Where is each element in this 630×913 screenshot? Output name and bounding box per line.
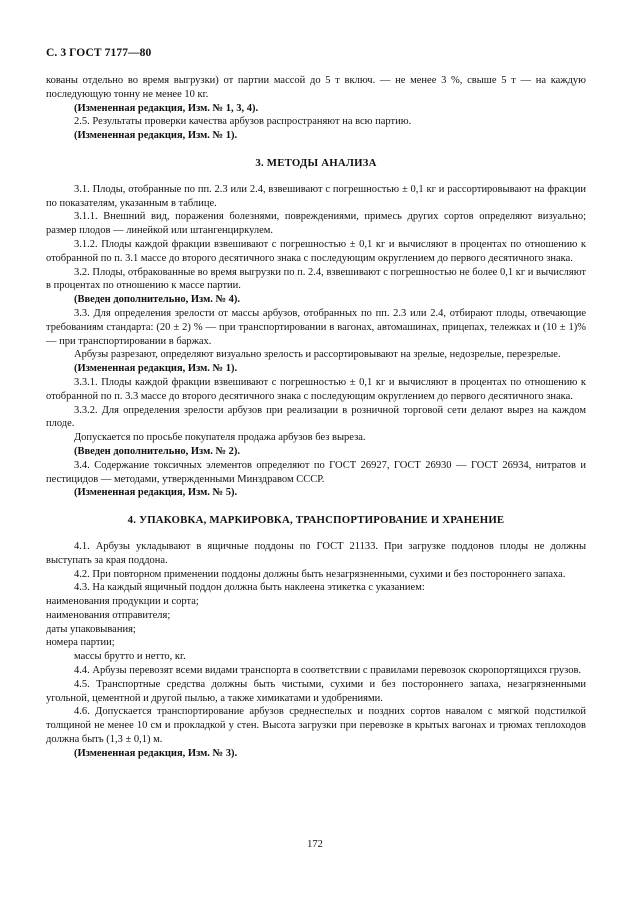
clause-4-4: 4.4. Арбузы перевозят всеми видами транспорта в соответствии с правилами перевозок скоропортящихся грузов. <box>74 665 582 677</box>
clause-3-3-1: 3.3.1. Плоды каждой фракции взвешивают с погрешностью ± 0,1 кг и вычисляют в процентах по отношению к отобранной по п. 3.3 массе до второго десятичного знака с последующим округлением до первого десятичного знака. <box>46 376 586 402</box>
clause-4-6: 4.6. Допускается транспортирование арбузов среднеспелых и поздних сортов навалом с мягкой подстилкой толщиной не менее 10 см и прокладкой у стен. Высота загрузки при перевозке в крытых вагонах и трюмах теплоходов должна быть (1,3 ± 0,1) м. <box>46 706 586 746</box>
clause-3-4: 3.4. Содержание токсичных элементов определяют по ГОСТ 26927, ГОСТ 26930 — ГОСТ 26934, нитратов и пестицидов — методами, утвержденными Минздравом СССР. <box>46 459 586 485</box>
clause-3-2: 3.2. Плоды, отбракованные во время выгрузки по п. 2.4, взвешивают с погрешностью не более 0,1 кг и вычисляют в процентах по отношению к массе партии. <box>46 266 586 292</box>
amendment-note: (Измененная редакция, Изм. № 1, 3, 4). <box>74 102 259 114</box>
clause-3-1-1: 3.1.1. Внешний вид, поражения болезнями, повреждениями, примесь других сортов определяют визуально; размер плодов — линейкой или штангенциркулем. <box>46 211 586 237</box>
amendment-note: (Измененная редакция, Изм. № 1). <box>74 363 238 375</box>
clause-4-1: 4.1. Арбузы укладывают в ящичные поддоны по ГОСТ 21133. При загрузке поддонов плоды не должны выступать за края поддона. <box>46 540 586 566</box>
amendment-note: (Измененная редакция, Изм. № 1). <box>74 130 238 142</box>
clause-3-3-2-cont: Допускается по просьбе покупателя продажа арбузов без выреза. <box>74 432 366 444</box>
list-item: массы брутто и нетто, кг. <box>74 651 186 663</box>
list-item: наименования продукции и сорта; <box>46 596 199 608</box>
clause-4-2: 4.2. При повторном применении поддоны должны быть незагрязненными, сухими и без постороннего запаха. <box>74 568 566 580</box>
clause-4-3: 4.3. На каждый ящичный поддон должна быть наклеена этикетка с указанием: <box>74 582 425 594</box>
amendment-note: (Измененная редакция, Изм. № 5). <box>74 487 238 499</box>
document-body <box>46 74 586 761</box>
section-3-title: 3. МЕТОДЫ АНАЛИЗА <box>255 156 377 169</box>
amendment-note: (Измененная редакция, Изм. № 3). <box>74 747 238 759</box>
clause-3-3-2: 3.3.2. Для определения зрелости арбузов при реализации в розничной торговой сети делают вырез на каждом плоде. <box>46 404 586 430</box>
section-4-title: 4. УПАКОВКА, МАРКИРОВКА, ТРАНСПОРТИРОВАНИЕ И ХРАНЕНИЕ <box>127 514 505 527</box>
clause-2-5: 2.5. Результаты проверки качества арбузов распространяют на всю партию. <box>74 116 412 128</box>
list-item: даты упаковывания; <box>46 623 136 635</box>
list-item: номера партии; <box>46 637 115 649</box>
page-number: 172 <box>307 839 323 850</box>
clause-3-3: 3.3. Для определения зрелости от массы арбузов, отобранных по пп. 2.3 или 2.4, отбирают плоды, отвечающие требованиям стандарта: (20 ± 2) % — при транспортировании в вагонах, автомашинах, прицепах, тележках и (10 ± 1)% — при транспортировании в баржах. <box>46 307 586 347</box>
clause-3-1: 3.1. Плоды, отобранные по пп. 2.3 или 2.4, взвешивают с погрешностью ± 0,1 кг и рассортировывают на фракции по показателям, указанным в таблице. <box>46 183 586 209</box>
continuation-paragraph: кованы отдельно во время выгрузки) от партии массой до 5 т включ. — не менее 3 %, свыше 5 т — на каждую последующую тонну не менее 10 кг. <box>46 75 586 100</box>
clause-3-1-2: 3.1.2. Плоды каждой фракции взвешивают с погрешностью ± 0,1 кг и вычисляют в процентах по отношению к отобранной по п. 3.1 массе до второго десятичного знака с последующим округлением до первого десятичного знака. <box>46 238 586 264</box>
list-item: наименования отправителя; <box>46 609 171 621</box>
clause-4-5: 4.5. Транспортные средства должны быть чистыми, сухими и без постороннего запаха, незагрязненными угольной, цементной и другой пылью, а также химикатами и удобрениями. <box>46 678 586 704</box>
amendment-note: (Введен дополнительно, Изм. № 4). <box>74 294 241 306</box>
page-header: С. 3 ГОСТ 7177—80 <box>46 47 152 59</box>
clause-3-3-cont: Арбузы разрезают, определяют визуально зрелость и рассортировывают на зрелые, недозрелые, перезрелые. <box>74 349 561 361</box>
amendment-note: (Введен дополнительно, Изм. № 2). <box>74 445 241 457</box>
